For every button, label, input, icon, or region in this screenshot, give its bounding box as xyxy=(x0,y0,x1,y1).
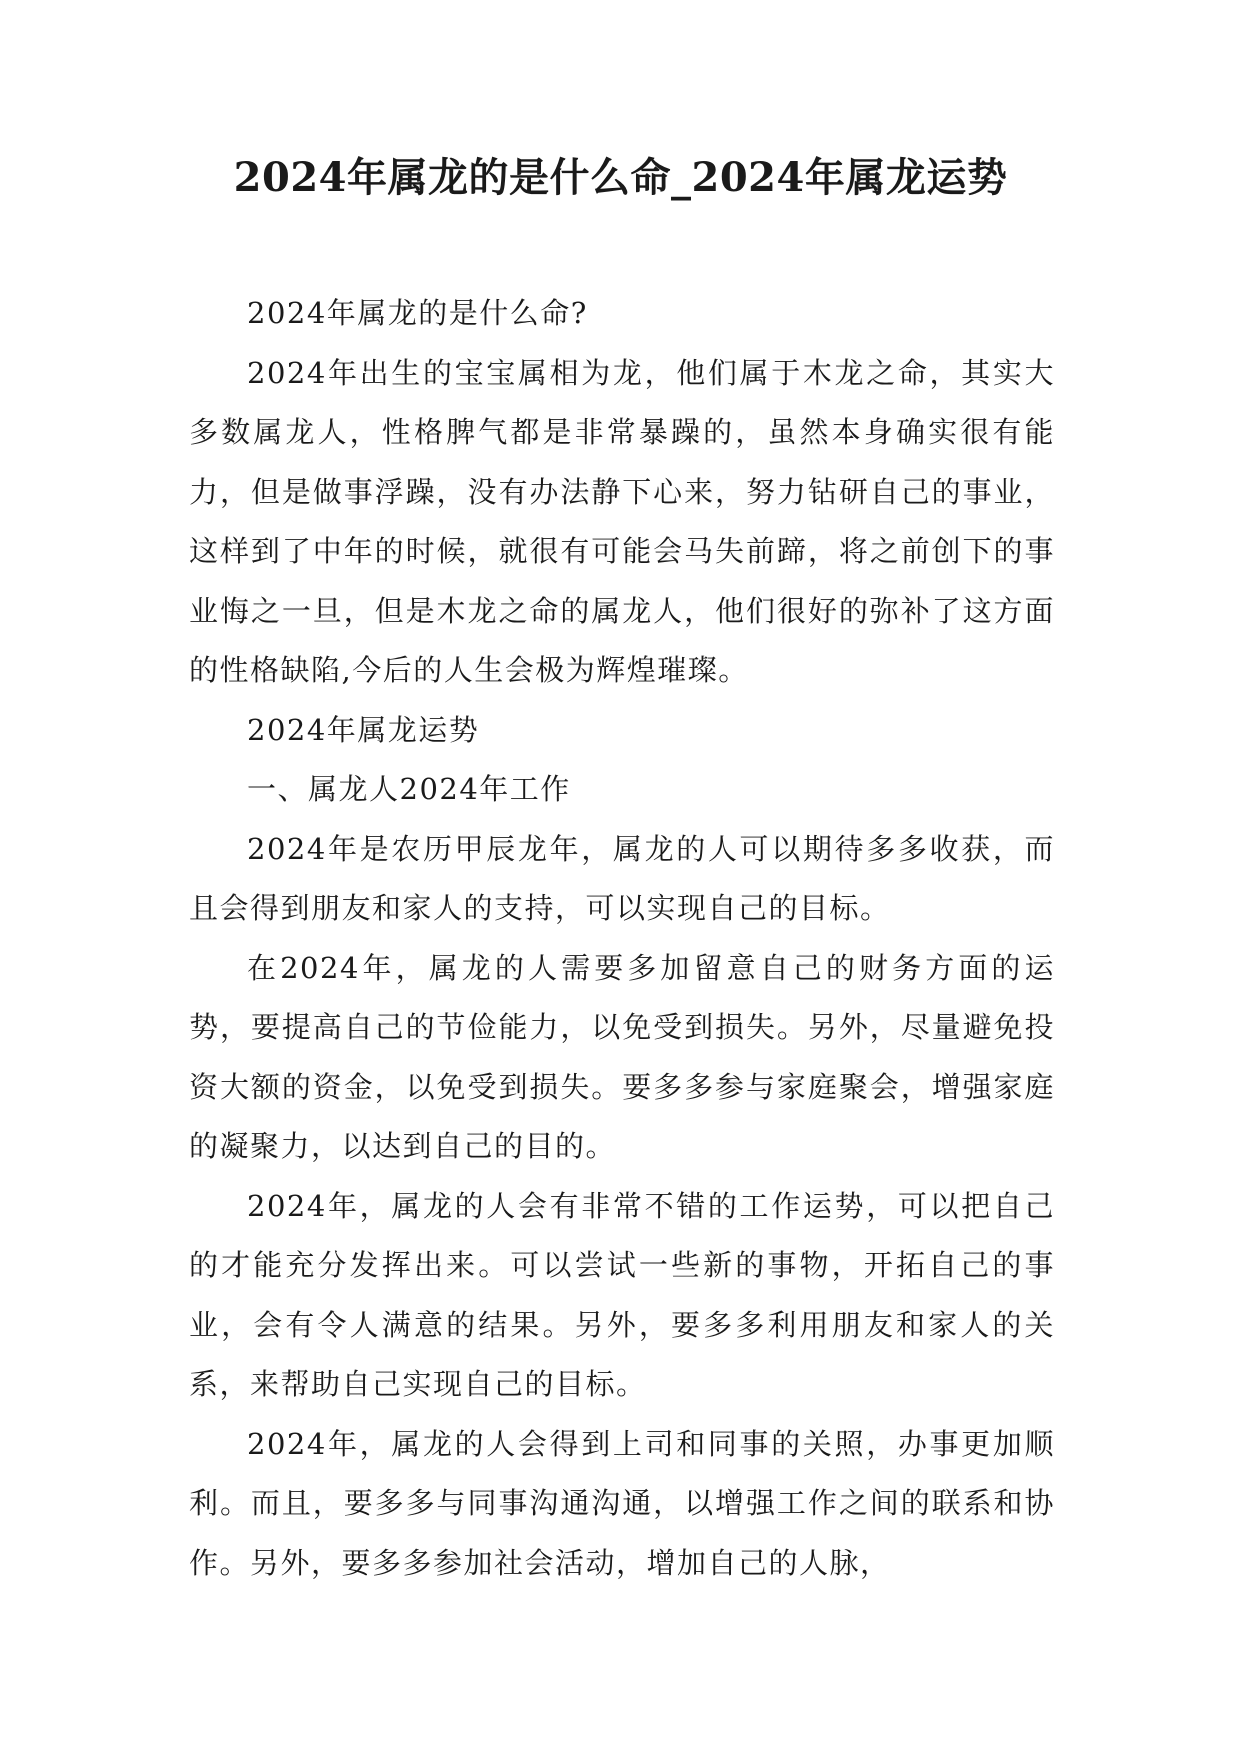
paragraph-question: 2024年属龙的是什么命? xyxy=(247,296,588,330)
subsection-heading-work: 一、属龙人2024年工作 xyxy=(247,772,571,806)
document-body xyxy=(189,284,1055,1593)
section-heading-fortune: 2024年属龙运势 xyxy=(247,712,480,747)
paragraph-finance: 在2024年，属龙的人需要多加留意自己的财务方面的运势，要提高自己的节俭能力，以免受到损失。另外，尽量避免投资大额的资金，以免受到损失。要多多参与家庭聚会，增强家庭的凝聚力，以达到自己的目的。 xyxy=(189,950,1055,1163)
paragraph-jiachen-year: 2024年是农历甲辰龙年，属龙的人可以期待多多收获，而且会得到朋友和家人的支持，可以实现自己的目标。 xyxy=(189,831,1055,925)
paragraph-colleagues: 2024年，属龙的人会得到上司和同事的关照，办事更加顺利。而且，要多多与同事沟通沟通，以增强工作之间的联系和协作。另外，要多多参加社会活动，增加自己的人脉， xyxy=(189,1426,1055,1580)
document-title: 2024年属龙的是什么命_2024年属龙运势 xyxy=(233,154,1008,201)
paragraph-wood-dragon: 2024年出生的宝宝属相为龙，他们属于木龙之命，其实大多数属龙人，性格脾气都是非常暴躁的，虽然本身确实很有能力，但是做事浮躁，没有办法静下心来，努力钻研自己的事业，这样到了中年的时候，就很有可能会马失前蹄，将之前创下的事业悔之一旦，但是木龙之命的属龙人，他们很好的弥补了这方面的性格缺陷,今后的人生会极为辉煌璀璨。 xyxy=(189,355,1055,687)
paragraph-work-fortune: 2024年，属龙的人会有非常不错的工作运势，可以把自己的才能充分发挥出来。可以尝试一些新的事物，开拓自己的事业，会有令人满意的结果。另外，要多多利用朋友和家人的关系，来帮助自己实现自己的目标。 xyxy=(189,1188,1055,1401)
